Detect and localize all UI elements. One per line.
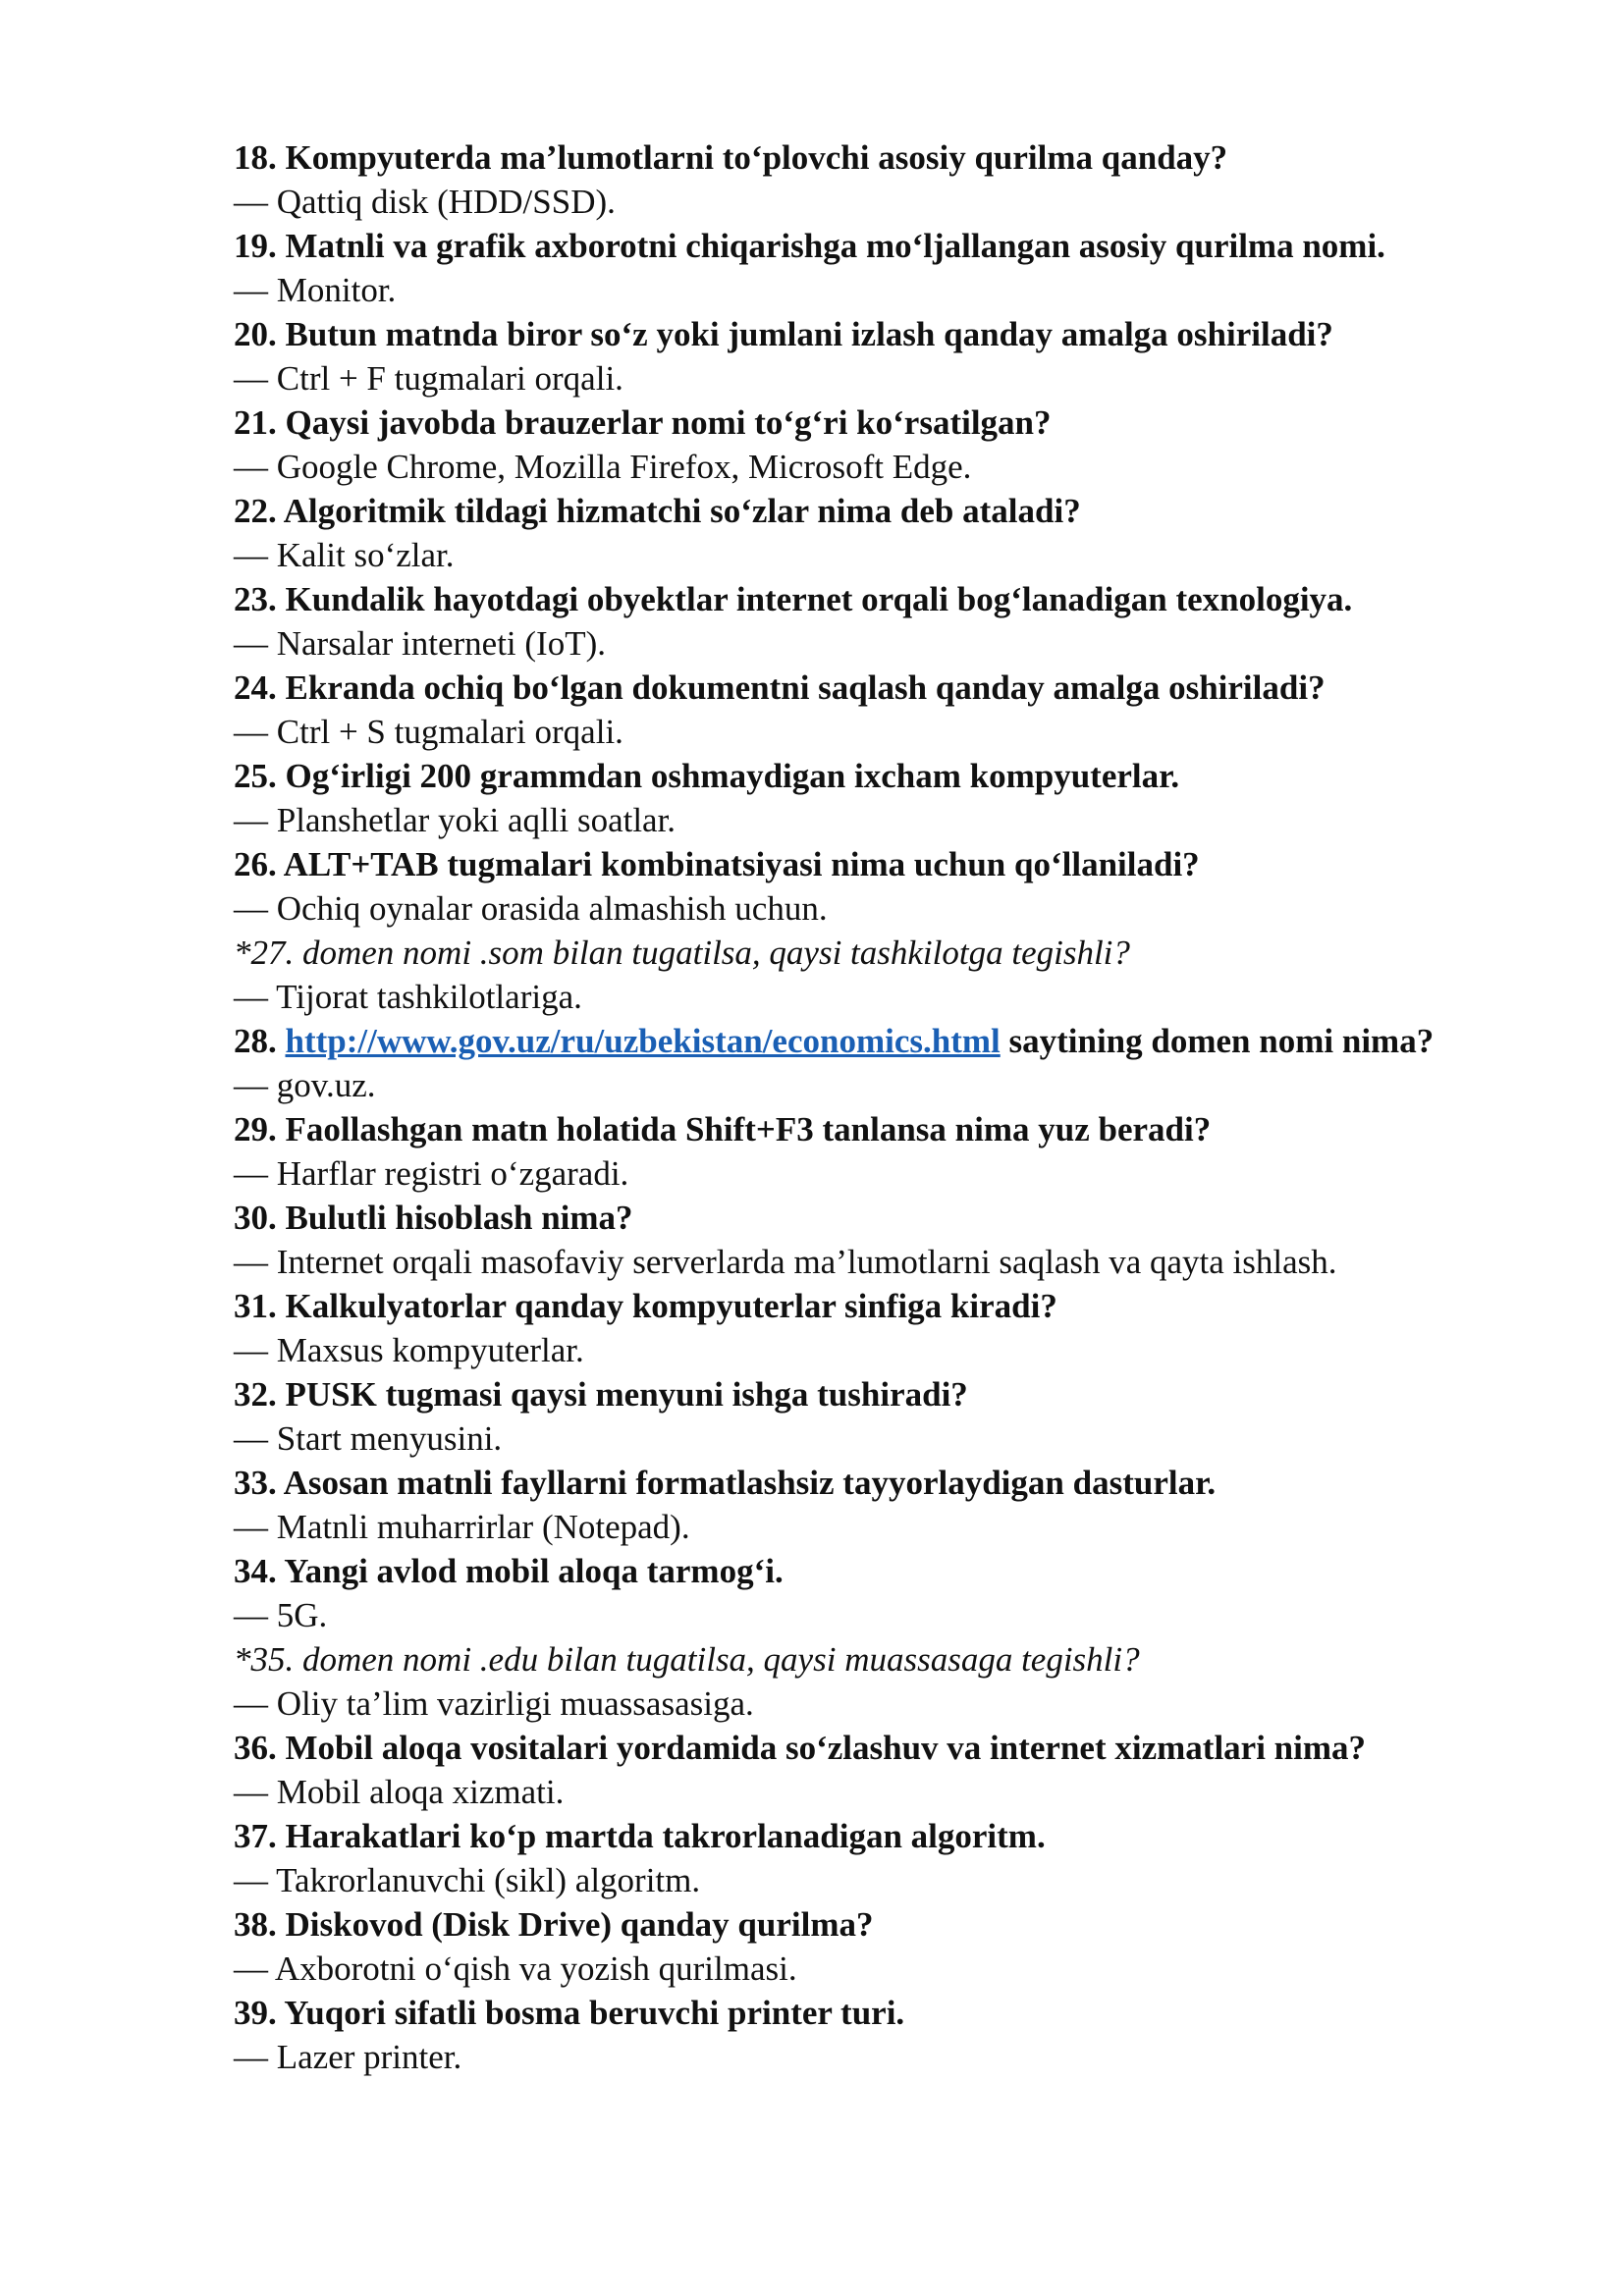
question: 31. Kalkulyatorlar qanday kompyuterlar sinfiga kiradi? xyxy=(234,1287,1057,1325)
qa-item-28 xyxy=(234,1019,1510,1107)
answer: — Axborotni o‘qish va yozish qurilmasi. xyxy=(234,1949,797,1988)
answer: — Start menyusini. xyxy=(234,1419,503,1458)
question: 38. Diskovod (Disk Drive) qanday qurilma? xyxy=(234,1905,874,1944)
answer: — Monitor. xyxy=(234,271,397,309)
qa-item-22 xyxy=(234,489,1510,577)
answer: — Lazer printer. xyxy=(234,2038,462,2076)
answer: — Narsalar interneti (IoT). xyxy=(234,624,607,663)
answer: — Google Chrome, Mozilla Firefox, Microsoft Edge. xyxy=(234,448,972,486)
qa-item-18 xyxy=(234,135,1510,224)
question: *35. domen nomi .edu bilan tugatilsa, qaysi muassasaga tegishli? xyxy=(234,1640,1140,1679)
qa-item-26 xyxy=(234,842,1510,931)
answer: — gov.uz. xyxy=(234,1066,376,1104)
qa-item-33 xyxy=(234,1461,1510,1549)
question: 20. Butun matnda biror so‘z yoki jumlani izlash qanday amalga oshiriladi? xyxy=(234,315,1333,353)
qa-item-36 xyxy=(234,1726,1510,1814)
qa-item-20 xyxy=(234,312,1510,400)
question: 33. Asosan matnli fayllarni formatlashsiz tayyorlaydigan dasturlar. xyxy=(234,1464,1217,1502)
question: 36. Mobil aloqa vositalari yordamida so‘zlashuv va internet xizmatlari nima? xyxy=(234,1729,1367,1767)
answer: — Oliy ta’lim vazirligi muassasasiga. xyxy=(234,1684,754,1723)
answer: — Takrorlanuvchi (sikl) algoritm. xyxy=(234,1861,701,1899)
document-body xyxy=(234,135,1510,2079)
answer: — Kalit so‘zlar. xyxy=(234,536,455,574)
qa-item-19 xyxy=(234,224,1510,312)
question: 25. Og‘irligi 200 grammdan oshmaydigan ixcham kompyuterlar. xyxy=(234,757,1180,795)
question: *27. domen nomi .som bilan tugatilsa, qaysi tashkilotga tegishli? xyxy=(234,934,1130,972)
question-text: saytining domen nomi nima? xyxy=(1000,1022,1435,1060)
qa-item-38 xyxy=(234,1902,1510,1991)
question: 34. Yangi avlod mobil aloqa tarmog‘i. xyxy=(234,1552,784,1590)
qa-item-24 xyxy=(234,666,1510,754)
question-number: 28. xyxy=(234,1022,286,1060)
question: 21. Qaysi javobda brauzerlar nomi to‘g‘ri ko‘rsatilgan? xyxy=(234,403,1052,442)
question: 19. Matnli va grafik axborotni chiqarishga mo‘ljallangan asosiy qurilma nomi. xyxy=(234,227,1385,265)
answer: — Mobil aloqa xizmati. xyxy=(234,1773,565,1811)
answer: — Internet orqali masofaviy serverlarda ma’lumotlarni saqlash va qayta ishlash. xyxy=(234,1243,1337,1281)
question xyxy=(234,1019,1510,1063)
qa-item-25 xyxy=(234,754,1510,842)
answer: — Maxsus kompyuterlar. xyxy=(234,1331,584,1369)
question: 22. Algoritmik tildagi hizmatchi so‘zlar nima deb ataladi? xyxy=(234,492,1081,530)
qa-item-31 xyxy=(234,1284,1510,1372)
qa-item-30 xyxy=(234,1196,1510,1284)
answer: — Ctrl + S tugmalari orqali. xyxy=(234,713,623,751)
answer: — Planshetlar yoki aqlli soatlar. xyxy=(234,801,677,839)
qa-item-37 xyxy=(234,1814,1510,1902)
answer: — Ctrl + F tugmalari orqali. xyxy=(234,359,623,398)
answer: — 5G. xyxy=(234,1596,328,1634)
qa-item-27 xyxy=(234,931,1510,1019)
qa-item-21 xyxy=(234,400,1510,489)
qa-item-34 xyxy=(234,1549,1510,1637)
answer: — Qattiq disk (HDD/SSD). xyxy=(234,183,616,221)
answer: — Ochiq oynalar orasida almashish uchun. xyxy=(234,889,828,928)
question: 39. Yuqori sifatli bosma beruvchi printer turi. xyxy=(234,1994,905,2032)
qa-item-23 xyxy=(234,577,1510,666)
question: 30. Bulutli hisoblash nima? xyxy=(234,1199,633,1237)
answer: — Tijorat tashkilotlariga. xyxy=(234,978,582,1016)
question: 24. Ekranda ochiq bo‘lgan dokumentni saqlash qanday amalga oshiriladi? xyxy=(234,668,1326,707)
qa-item-32 xyxy=(234,1372,1510,1461)
url-link[interactable]: http://www.gov.uz/ru/uzbekistan/economics.html xyxy=(285,1022,1001,1060)
question: 29. Faollashgan matn holatida Shift+F3 tanlansa nima yuz beradi? xyxy=(234,1110,1212,1148)
qa-item-29 xyxy=(234,1107,1510,1196)
question: 37. Harakatlari ko‘p martda takrorlanadigan algoritm. xyxy=(234,1817,1046,1855)
answer: — Harflar registri o‘zgaradi. xyxy=(234,1154,629,1193)
answer: — Matnli muharrirlar (Notepad). xyxy=(234,1508,690,1546)
qa-item-39 xyxy=(234,1991,1510,2079)
question: 18. Kompyuterda ma’lumotlarni to‘plovchi asosiy qurilma qanday? xyxy=(234,138,1228,177)
question: 32. PUSK tugmasi qaysi menyuni ishga tushiradi? xyxy=(234,1375,968,1414)
question: 23. Kundalik hayotdagi obyektlar internet orqali bog‘lanadigan texnologiya. xyxy=(234,580,1353,618)
qa-item-35 xyxy=(234,1637,1510,1726)
question: 26. ALT+TAB tugmalari kombinatsiyasi nima uchun qo‘llaniladi? xyxy=(234,845,1200,883)
